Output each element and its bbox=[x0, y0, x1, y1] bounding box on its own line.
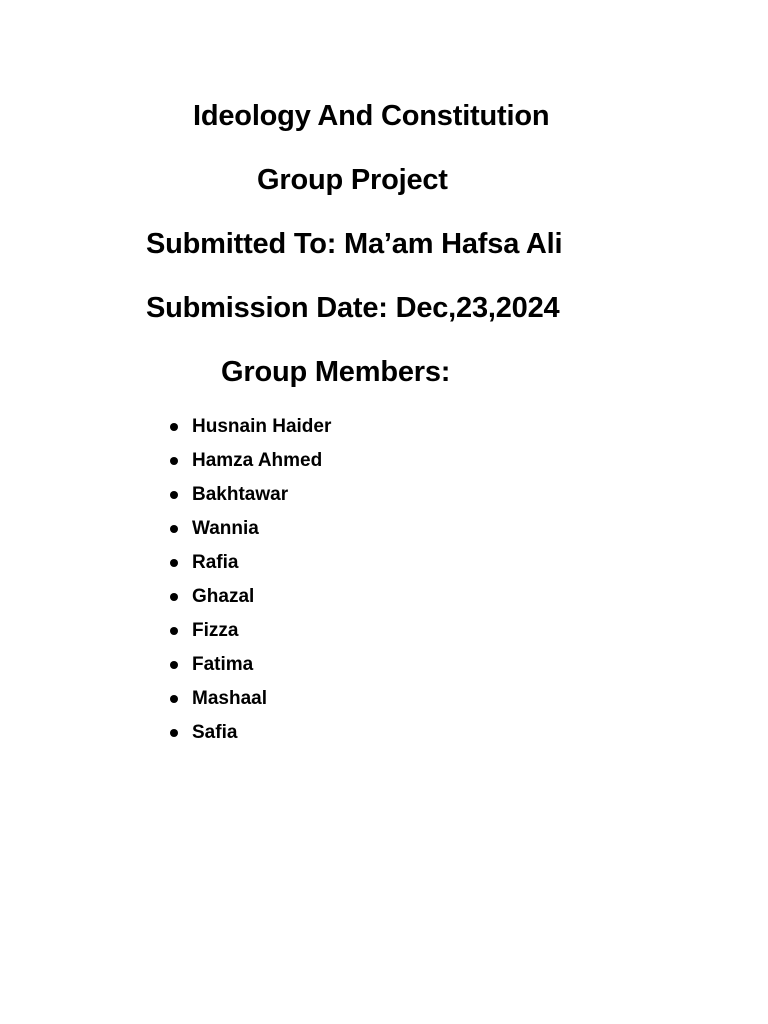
document-title: Ideology And Constitution bbox=[193, 100, 550, 132]
member-name: Hamza Ahmed bbox=[192, 450, 323, 471]
member-name: Bakhtawar bbox=[192, 484, 289, 505]
bullet-icon bbox=[170, 661, 178, 669]
bullet-icon bbox=[170, 457, 178, 465]
bullet-icon bbox=[170, 627, 178, 635]
submission-date: Submission Date: Dec,23,2024 bbox=[146, 292, 560, 324]
bullet-icon bbox=[170, 559, 178, 567]
bullet-icon bbox=[170, 423, 178, 431]
member-name: Ghazal bbox=[192, 586, 255, 607]
member-name: Wannia bbox=[192, 518, 259, 539]
member-name: Fizza bbox=[192, 620, 239, 641]
submitted-to: Submitted To: Ma’am Hafsa Ali bbox=[146, 228, 563, 260]
member-name: Husnain Haider bbox=[192, 416, 332, 437]
member-name: Fatima bbox=[192, 654, 254, 675]
member-name: Safia bbox=[192, 722, 238, 743]
members-heading: Group Members: bbox=[221, 356, 451, 388]
member-name: Rafia bbox=[192, 552, 239, 573]
member-name: Mashaal bbox=[192, 688, 267, 709]
bullet-icon bbox=[170, 729, 178, 737]
bullet-icon bbox=[170, 491, 178, 499]
bullet-icon bbox=[170, 525, 178, 533]
bullet-icon bbox=[170, 695, 178, 703]
bullet-icon bbox=[170, 593, 178, 601]
document-subtitle: Group Project bbox=[257, 164, 448, 196]
